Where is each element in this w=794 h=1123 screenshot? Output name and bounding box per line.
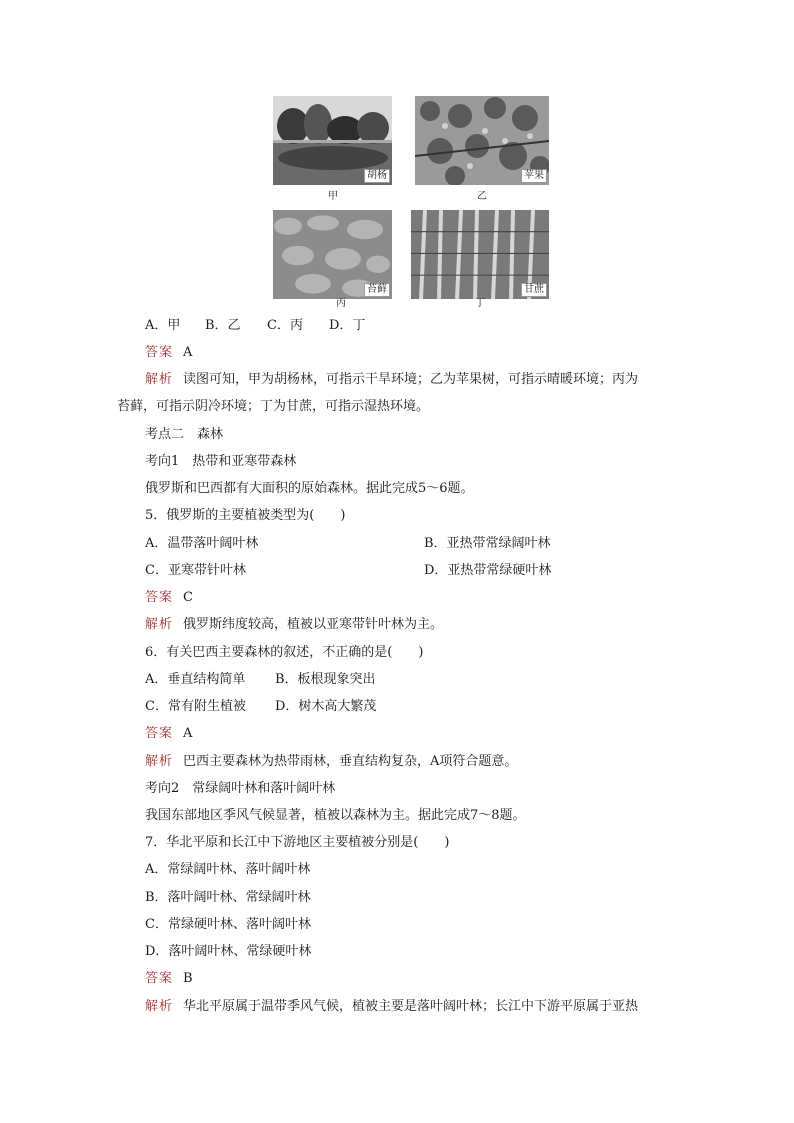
option-d: D．落叶阔叶林、常绿硬叶林 bbox=[145, 944, 312, 959]
photo-apple bbox=[415, 96, 549, 185]
answer-label: 答案 bbox=[145, 726, 174, 741]
q4-analysis bbox=[145, 371, 638, 389]
option-c: C．亚寒带针叶林 bbox=[145, 563, 246, 578]
option-d: D．树木高大繁茂 bbox=[275, 699, 377, 714]
answer-value: A bbox=[183, 726, 193, 741]
q6-analysis bbox=[145, 753, 517, 771]
topic-heading: 考向1 热带和亚寒带森林 bbox=[145, 454, 297, 469]
q4-analysis-cont: 苔藓，可指示阴冷环境；丁为甘蔗，可指示湿热环境。 bbox=[117, 399, 430, 414]
answer-value: B bbox=[183, 971, 193, 986]
answer-label: 答案 bbox=[145, 971, 174, 986]
q7-answer bbox=[145, 970, 193, 988]
figure-label-bing: 丙 bbox=[336, 298, 346, 309]
option-a: A．常绿阔叶林、落叶阔叶林 bbox=[145, 862, 311, 877]
q7-stem: 7．华北平原和长江中下游地区主要植被分别是( ) bbox=[145, 835, 450, 850]
material-intro: 俄罗斯和巴西都有大面积的原始森林。据此完成5～6题。 bbox=[145, 481, 474, 496]
analysis-text: 巴西主要森林为热带雨林，垂直结构复杂，A项符合题意。 bbox=[183, 754, 518, 769]
q6-answer bbox=[145, 725, 192, 743]
analysis-text: 俄罗斯纬度较高，植被以亚寒带针叶林为主。 bbox=[183, 617, 444, 632]
option-b: B．亚热带常绿阔叶林 bbox=[424, 536, 551, 551]
q5-answer bbox=[145, 589, 193, 607]
answer-label: 答案 bbox=[145, 590, 174, 605]
vegetation-figure bbox=[273, 96, 549, 308]
option-b: B．板根现象突出 bbox=[275, 672, 376, 687]
q6-options-row1 bbox=[145, 671, 376, 689]
option-c: C．常绿硬叶林、落叶阔叶林 bbox=[145, 917, 311, 932]
q6-options-row2 bbox=[145, 698, 376, 716]
material-intro: 我国东部地区季风气候显著，植被以森林为主。据此完成7～8题。 bbox=[145, 808, 526, 823]
analysis-label: 解析 bbox=[145, 617, 174, 632]
photo-tag: 甘蔗 bbox=[521, 283, 547, 297]
answer-label: 答案 bbox=[145, 345, 174, 360]
q5-options-row2 bbox=[145, 562, 246, 580]
option-a: A．温带落叶阔叶林 bbox=[145, 536, 259, 551]
option-a: A．垂直结构简单 bbox=[145, 672, 246, 687]
q7-analysis bbox=[145, 998, 638, 1016]
figure-label-ding: 丁 bbox=[475, 298, 485, 309]
option-c: C．常有附生植被 bbox=[145, 699, 246, 714]
q4-answer bbox=[145, 344, 192, 362]
q4-options bbox=[145, 317, 365, 335]
topic-heading: 考向2 常绿阔叶林和落叶阔叶林 bbox=[145, 781, 336, 796]
q5-stem: 5．俄罗斯的主要植被类型为( ) bbox=[145, 508, 346, 523]
option-c: C．丙 bbox=[267, 318, 303, 333]
analysis-text: 读图可知，甲为胡杨林，可指示干旱环境；乙为苹果树，可指示晴暖环境；丙为 bbox=[183, 372, 639, 387]
photo-poplar bbox=[273, 96, 392, 185]
option-a: A．甲 bbox=[145, 318, 181, 333]
answer-value: C bbox=[183, 590, 193, 605]
figure-label-yi: 乙 bbox=[477, 191, 487, 202]
analysis-label: 解析 bbox=[145, 372, 174, 387]
q6-stem: 6．有关巴西主要森林的叙述，不正确的是( ) bbox=[145, 645, 424, 660]
section-title: 考点二 森林 bbox=[145, 427, 224, 442]
option-d: D．丁 bbox=[329, 318, 366, 333]
analysis-label: 解析 bbox=[145, 999, 174, 1014]
q5-options-row1 bbox=[145, 535, 258, 553]
option-d: D．亚热带常绿硬叶林 bbox=[424, 563, 552, 578]
answer-value: A bbox=[183, 345, 193, 360]
option-b: B．落叶阔叶林、常绿阔叶林 bbox=[145, 890, 311, 905]
figure-label-jia: 甲 bbox=[328, 191, 338, 202]
photo-tag: 苔藓 bbox=[364, 283, 390, 297]
analysis-text: 华北平原属于温带季风气候，植被主要是落叶阔叶林；长江中下游平原属于亚热 bbox=[183, 999, 639, 1014]
analysis-label: 解析 bbox=[145, 754, 174, 769]
q5-analysis bbox=[145, 616, 443, 634]
photo-sugarcane bbox=[411, 210, 549, 299]
photo-tag: 苹果 bbox=[521, 169, 547, 183]
photo-tag: 胡杨 bbox=[364, 169, 390, 183]
option-b: B．乙 bbox=[205, 318, 241, 333]
photo-moss bbox=[273, 210, 392, 299]
